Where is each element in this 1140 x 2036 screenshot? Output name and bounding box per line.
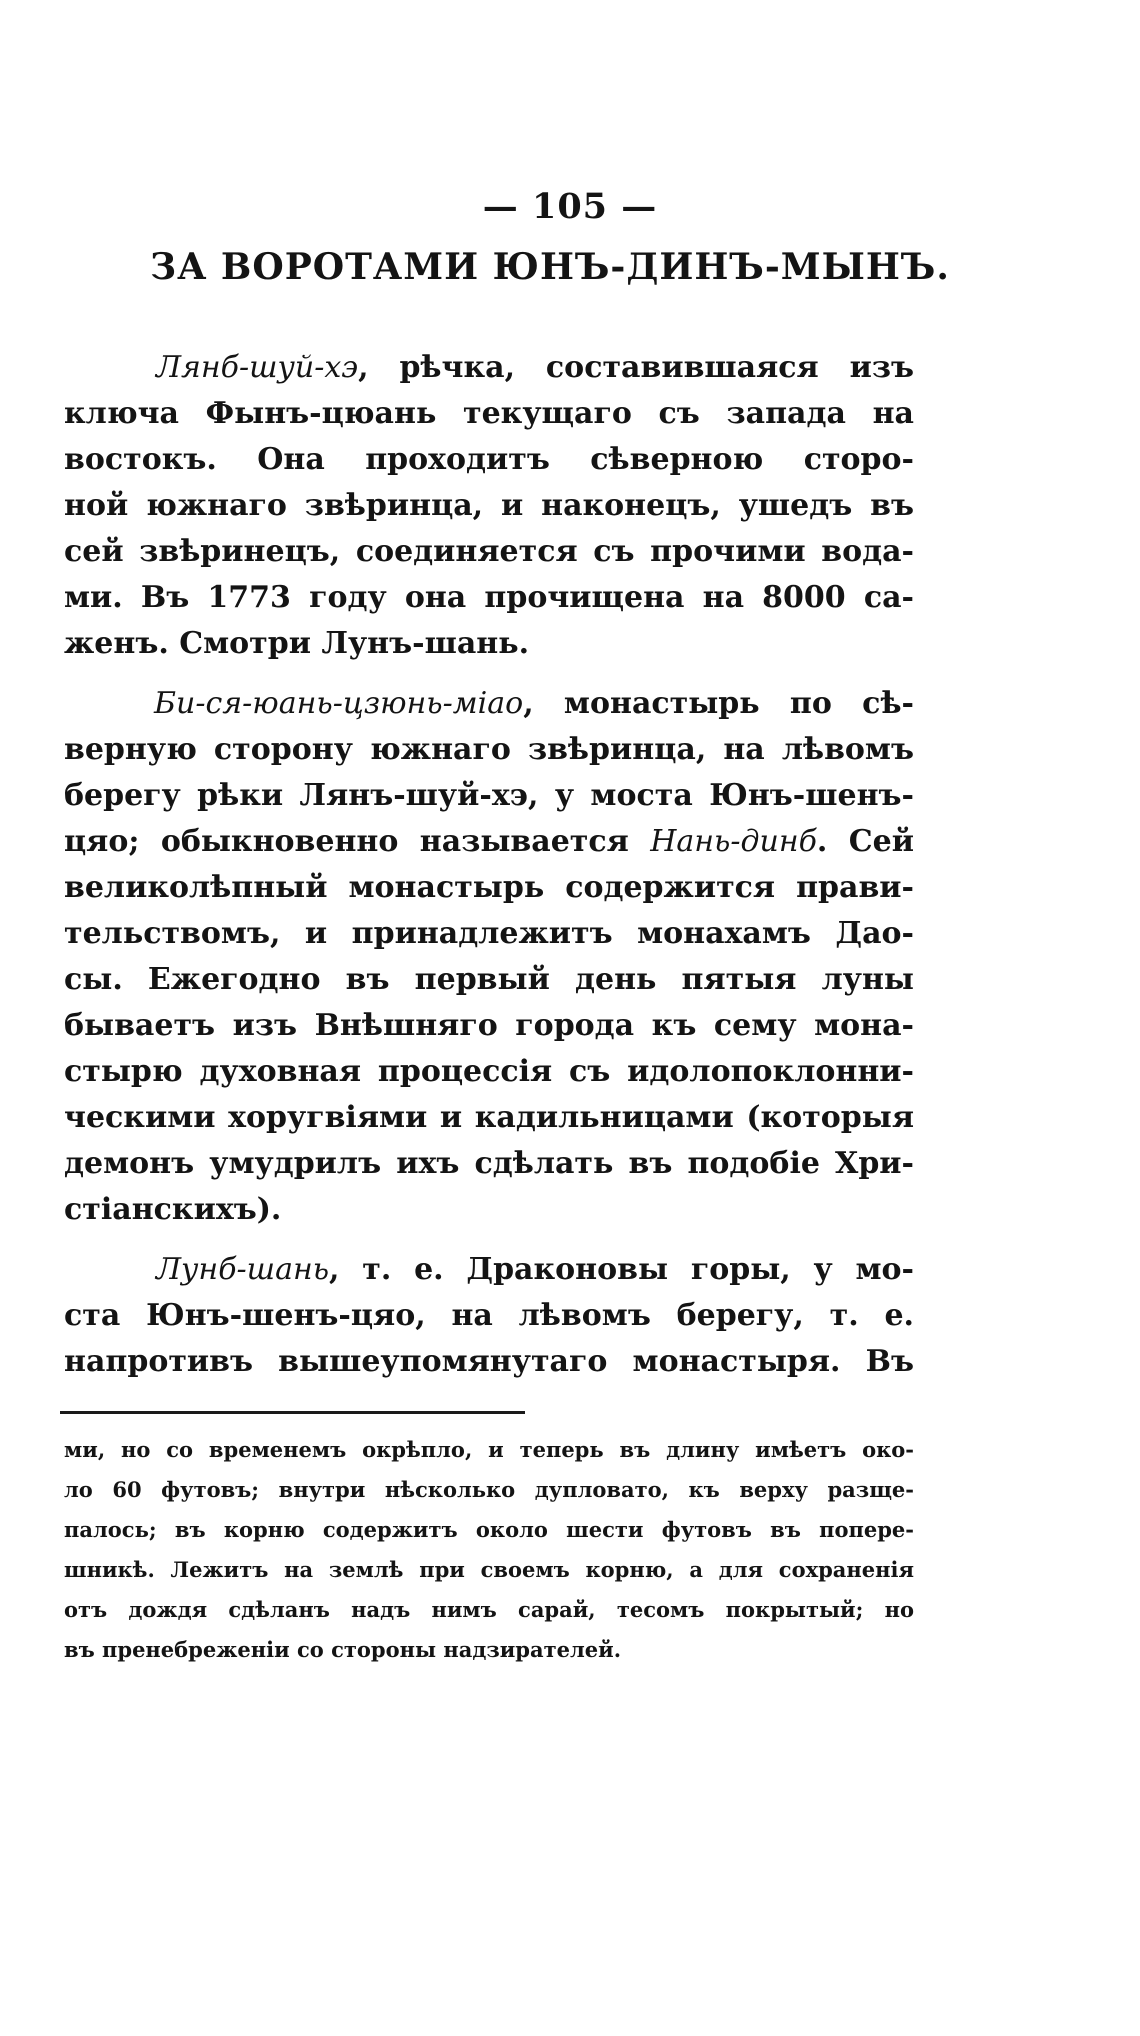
- text-line: сы. Ежегодно въ первый день пятыя луны: [64, 962, 914, 997]
- text-line: стырю духовная процессія съ идолопоклонни-: [64, 1054, 914, 1089]
- italic-term: Нань-динб: [650, 824, 817, 859]
- text-line: ной южнаго звѣринца, и наконецъ, ушедъ въ: [64, 488, 914, 523]
- text-line: женъ. Смотри Лунъ-шань.: [64, 626, 530, 661]
- page-number: — 105 —: [482, 186, 658, 227]
- footnote-line: въ пренебреженіи со стороны надзирателей.: [64, 1637, 622, 1662]
- footnote-line: палось; въ корню содержитъ около шести футовъ въ попере-: [64, 1517, 914, 1542]
- text-line: сей звѣринецъ, соединяется съ прочими вода-: [64, 534, 914, 569]
- footnote-line: ло 60 футовъ; внутри нѣсколько дупловато, къ верху разще-: [64, 1477, 914, 1502]
- section-heading: ЗА ВОРОТАМИ ЮНЪ-ДИНЪ-МЫНЪ.: [150, 246, 950, 288]
- italic-term: Лунб-шань: [156, 1252, 330, 1287]
- footnote-rule: [60, 1411, 525, 1414]
- footnote-line: отъ дождя сдѣланъ надъ нимъ сарай, тесомъ покрытый; но: [64, 1597, 914, 1622]
- text-line: ческими хоругвіями и кадильницами (которыя: [64, 1100, 914, 1135]
- text-line: ми. Въ 1773 году она прочищена на 8000 са-: [64, 580, 914, 615]
- text-line: берегу рѣки Лянъ-шуй-хэ, у моста Юнъ-шенъ-: [64, 778, 914, 813]
- footnote-line: шникѣ. Лежитъ на землѣ при своемъ корню, а для сохраненія: [64, 1557, 914, 1582]
- text-line: ключа Фынъ-цюань текущаго съ запада на: [64, 396, 914, 431]
- text-line: Би-ся-юань-цзюнь-міао, монастырь по сѣ-: [154, 686, 914, 721]
- text-line: напротивъ вышеупомянутаго монастыря. Въ: [64, 1344, 914, 1379]
- footnote-line: ми, но со временемъ окрѣпло, и теперь въ длину имѣетъ око-: [64, 1437, 914, 1462]
- text-line: верную сторону южнаго звѣринца, на лѣвомъ: [64, 732, 914, 767]
- italic-term: Би-ся-юань-цзюнь-міао: [154, 686, 524, 721]
- text-line: ста Юнъ-шенъ-цяо, на лѣвомъ берегу, т. е.: [64, 1298, 914, 1333]
- text-line: стіанскихъ).: [64, 1192, 282, 1227]
- text-line: Лунб-шань, т. е. Драконовы горы, у мо-: [156, 1252, 914, 1287]
- text-line: бываетъ изъ Внѣшняго города къ сему мона-: [64, 1008, 914, 1043]
- text-line: Лянб-шуй-хэ, рѣчка, составившаяся изъ: [156, 350, 914, 385]
- text-line: востокъ. Она проходитъ сѣверною сторо-: [64, 442, 914, 477]
- footnote: [64, 1430, 914, 1670]
- text-line: великолѣпный монастырь содержится прави-: [64, 870, 914, 905]
- text-line: цяо; обыкновенно называется Нань-динб. Сей: [64, 824, 914, 859]
- text-line: тельствомъ, и принадлежитъ монахамъ Дао-: [64, 916, 914, 951]
- italic-term: Лянб-шуй-хэ: [156, 350, 359, 385]
- text-line: демонъ умудрилъ ихъ сдѣлать въ подобіе Хри-: [64, 1146, 914, 1181]
- body-text: [64, 345, 914, 1385]
